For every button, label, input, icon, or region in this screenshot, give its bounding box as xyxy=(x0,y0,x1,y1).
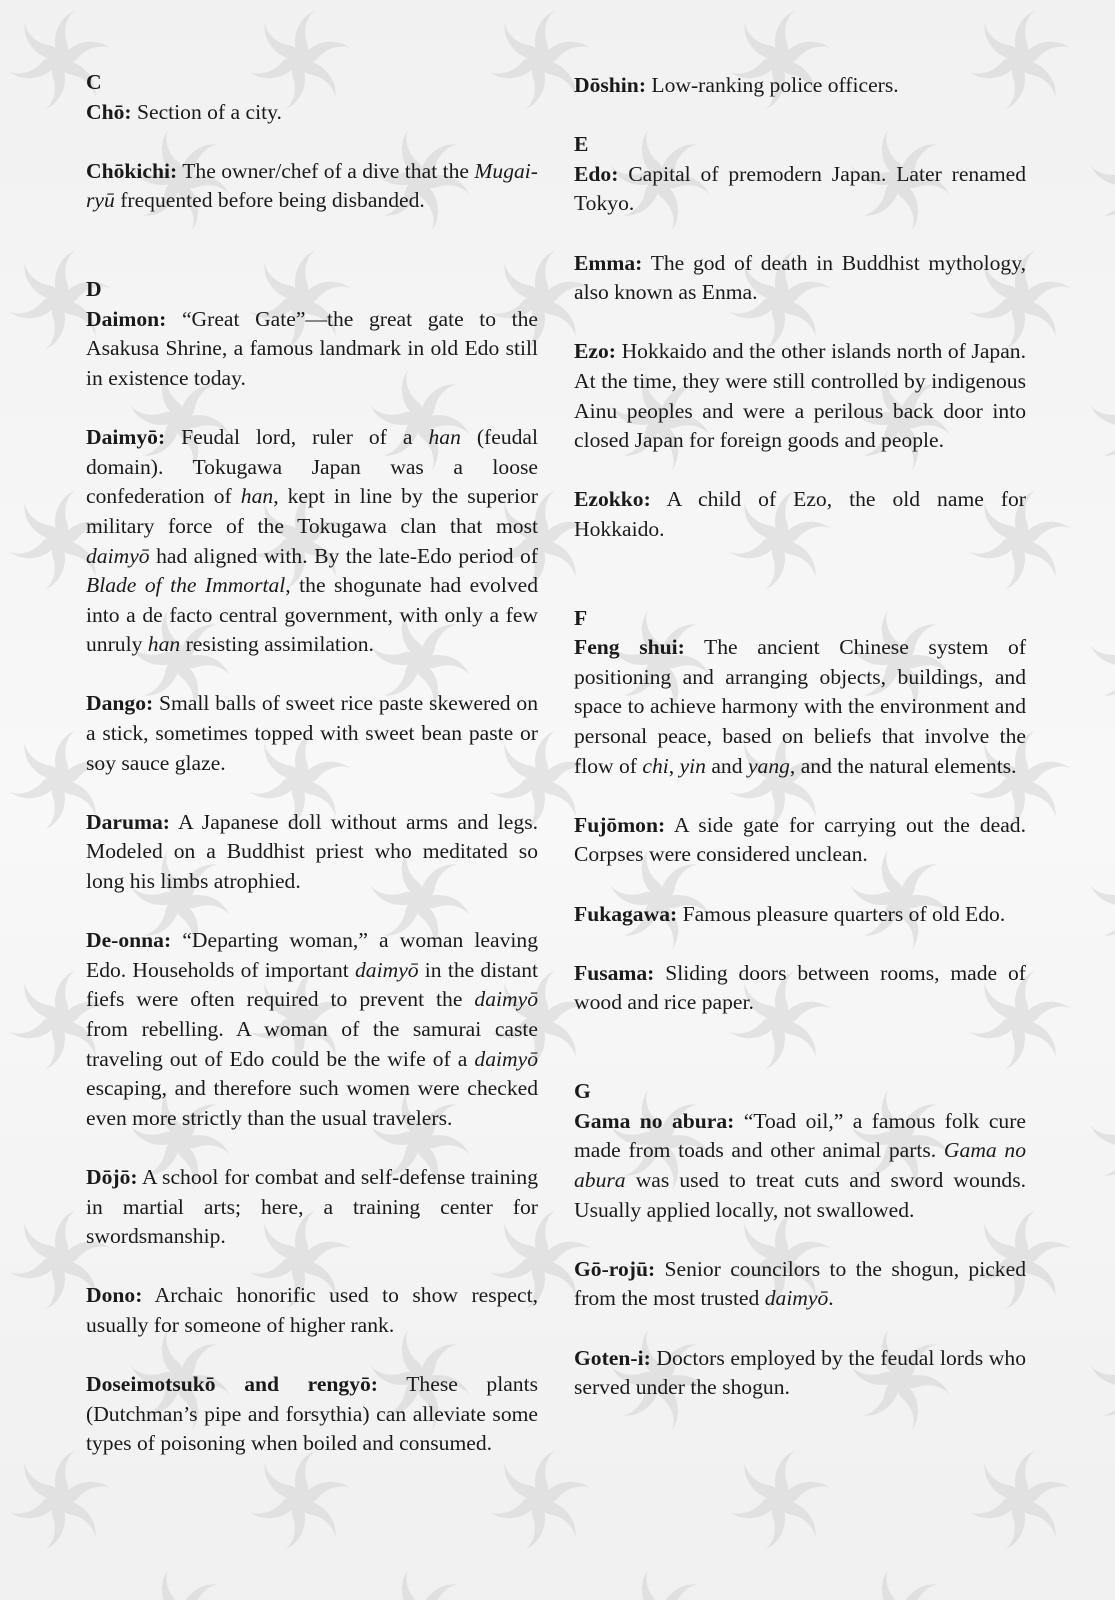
entry-italic: daimyō xyxy=(764,1286,829,1311)
entry-term: Ezokko: xyxy=(574,487,651,512)
glossary-entry-edo xyxy=(574,160,1026,219)
entry-italic: han xyxy=(428,425,461,450)
entry-definition: Hokkaido and the other islands north of Japan. At the time, they were still controlled by indigenous Ainu peoples and were a perilous back door into closed Japan for foreign goods and people. xyxy=(574,339,1026,453)
glossary-entry-doseimotsuko xyxy=(86,1370,538,1459)
entry-term: De-onna: xyxy=(86,928,172,953)
entry-term: Doseimotsukō and rengyō: xyxy=(86,1372,379,1397)
entry-definition: escaping, and therefore such women were checked even more strictly than the usual travelers. xyxy=(86,1076,538,1130)
entry-term: Chōkichi: xyxy=(86,158,178,183)
entry-term: Emma: xyxy=(574,250,643,275)
glossary-right-column xyxy=(574,71,1026,1432)
entry-italic: yin xyxy=(679,753,706,778)
entry-italic: chi xyxy=(642,753,669,778)
section-heading-e: E xyxy=(574,132,589,157)
glossary-entry-ezokko xyxy=(574,485,1026,544)
entry-definition: The ancient Chinese system of positioning and arranging objects, buildings, and space to achieve harmony with the environment and personal peace, based on beliefs that involve the flow of xyxy=(574,635,1027,778)
entry-term: Dōshin: xyxy=(574,73,647,97)
entry-definition: from rebelling. A woman of the samurai caste traveling out of Edo could be the wife of a xyxy=(86,1017,538,1071)
glossary-entry-dono xyxy=(86,1281,538,1340)
entry-italic: Blade of the Immortal xyxy=(86,573,286,598)
glossary-entry-fukagawa xyxy=(574,900,1026,930)
entry-definition: Doctors employed by the feudal lords who served under the shogun. xyxy=(574,1345,1026,1400)
entry-definition: (feudal domain). Tokugawa Japan was a loose confederation of xyxy=(86,425,539,509)
entry-term: Gama no abura: xyxy=(574,1108,735,1133)
glossary-entry-dojo xyxy=(86,1163,538,1252)
glossary-entry-fujomon xyxy=(574,811,1026,870)
glossary-entry-doshin xyxy=(574,71,1026,101)
entry-definition: , the shogunate had evolved into a de facto central government, with only a few unruly xyxy=(86,573,538,657)
entry-definition: Senior councilors to the shogun, picked from the most trusted xyxy=(574,1256,1026,1311)
glossary-entry-daruma xyxy=(86,808,538,897)
entry-definition: A child of Ezo, the old name for Hokkaido. xyxy=(574,487,1026,541)
section-spacer xyxy=(86,246,538,276)
entry-definition: “Toad oil,” a famous folk cure made from toads and other animal parts. xyxy=(574,1108,1026,1163)
entry-definition: “Great Gate”—the great gate to the Asakusa Shrine, a famous landmark in old Edo still in existence today. xyxy=(86,306,538,390)
section-spacer xyxy=(574,1048,1026,1078)
entry-definition: Archaic honorific used to show respect, usually for someone of higher rank. xyxy=(86,1283,538,1337)
entry-definition: A Japanese doll without arms and legs. Modeled on a Buddhist priest who meditated so long his limbs atrophied. xyxy=(86,809,538,894)
entry-definition: frequented before being disbanded. xyxy=(114,188,425,213)
entry-italic: daimyō xyxy=(474,1046,538,1071)
entry-italic: daimyō xyxy=(86,543,150,568)
entry-term: Gō-rojū: xyxy=(574,1256,656,1281)
entry-definition: A school for combat and self-defense training in martial arts; here, a training center for swordsmanship. xyxy=(86,1164,538,1249)
entry-definition: “Departing woman,” a woman leaving Edo. Households of important xyxy=(86,928,538,982)
glossary-entry-go-roju xyxy=(574,1255,1026,1314)
entry-italic: yang xyxy=(747,753,790,778)
entry-term: Fukagawa: xyxy=(574,901,678,926)
entry-definition: and xyxy=(705,753,748,778)
entry-term: Chō: xyxy=(86,99,132,124)
entry-definition: . xyxy=(828,1286,834,1311)
entry-definition: Feudal lord, ruler of a xyxy=(165,425,429,450)
entry-term: Fujōmon: xyxy=(574,812,666,837)
glossary-entry-goten-i xyxy=(574,1344,1026,1403)
glossary-entry-de-onna xyxy=(86,926,538,1133)
entry-definition: Sliding doors between rooms, made of wood and rice paper. xyxy=(574,960,1026,1015)
entry-definition: The owner/chef of a dive that the xyxy=(177,158,475,183)
entry-term: Goten-i: xyxy=(574,1345,651,1370)
entry-definition: A side gate for carrying out the dead. Corpses were considered unclean. xyxy=(574,812,1026,867)
glossary-entry-cho xyxy=(86,98,538,128)
entry-definition: had aligned with. By the late-Edo period of xyxy=(149,543,538,568)
glossary-entry-daimon xyxy=(86,305,538,394)
entry-term: Dono: xyxy=(86,1283,143,1308)
glossary-entry-dango xyxy=(86,689,538,778)
section-spacer xyxy=(574,574,1026,604)
section-heading-c: C xyxy=(86,70,102,94)
glossary-entry-chokichi xyxy=(86,157,538,216)
glossary-entry-fusama xyxy=(574,959,1026,1018)
section-heading-d: D xyxy=(86,277,102,302)
entry-definition: Section of a city. xyxy=(131,99,282,124)
entry-definition: These plants (Dutchman’s pipe and forsythia) can alleviate some types of poisoning when boiled and consumed. xyxy=(86,1372,539,1456)
entry-italic: daimyō xyxy=(355,957,419,982)
glossary-entry-emma xyxy=(574,249,1026,308)
glossary-entry-feng-shui xyxy=(574,633,1026,781)
entry-term: Daimon: xyxy=(86,306,167,331)
entry-italic: Mugai-ryū xyxy=(86,158,538,213)
entry-italic: daimyō xyxy=(474,987,538,1012)
glossary-entry-ezo xyxy=(574,337,1026,455)
entry-italic: Gama no abura xyxy=(574,1138,1026,1192)
entry-term: Daimyō: xyxy=(86,425,166,450)
entry-term: Edo: xyxy=(574,161,619,186)
entry-definition: , kept in line by the superior military force of the Tokugawa clan that most xyxy=(86,484,538,538)
glossary-entry-gama-no-abura xyxy=(574,1107,1026,1225)
entry-italic: han xyxy=(240,484,274,509)
entry-definition: Famous pleasure quarters of old Edo. xyxy=(677,901,1006,926)
section-heading-f: F xyxy=(574,605,588,630)
glossary-left-column xyxy=(86,68,538,1489)
entry-term: Dango: xyxy=(86,691,154,716)
entry-definition: , xyxy=(668,753,680,778)
entry-definition: , and the natural elements. xyxy=(789,753,1017,778)
entry-definition: Low-ranking police officers. xyxy=(646,73,899,97)
glossary-entry-daimyo xyxy=(86,423,538,660)
entry-term: Fusama: xyxy=(574,960,655,985)
entry-definition: Small balls of sweet rice paste skewered on a stick, sometimes topped with sweet bean paste or soy sauce glaze. xyxy=(86,691,538,775)
entry-definition: resisting assimilation. xyxy=(180,632,374,657)
entry-definition: in the distant fiefs were often required to prevent the xyxy=(86,957,539,1012)
entry-definition: Capital of premodern Japan. Later renamed Tokyo. xyxy=(574,161,1026,216)
entry-italic: han xyxy=(147,632,181,657)
section-heading-g: G xyxy=(574,1079,591,1104)
entry-definition: The god of death in Buddhist mythology, also known as Enma. xyxy=(574,250,1026,305)
entry-term: Ezo: xyxy=(574,339,616,364)
entry-term: Feng shui: xyxy=(574,635,685,660)
entry-definition: was used to treat cuts and sword wounds. Usually applied locally, not swallowed. xyxy=(574,1167,1026,1222)
entry-term: Daruma: xyxy=(86,809,170,834)
entry-term: Dōjō: xyxy=(86,1164,138,1189)
